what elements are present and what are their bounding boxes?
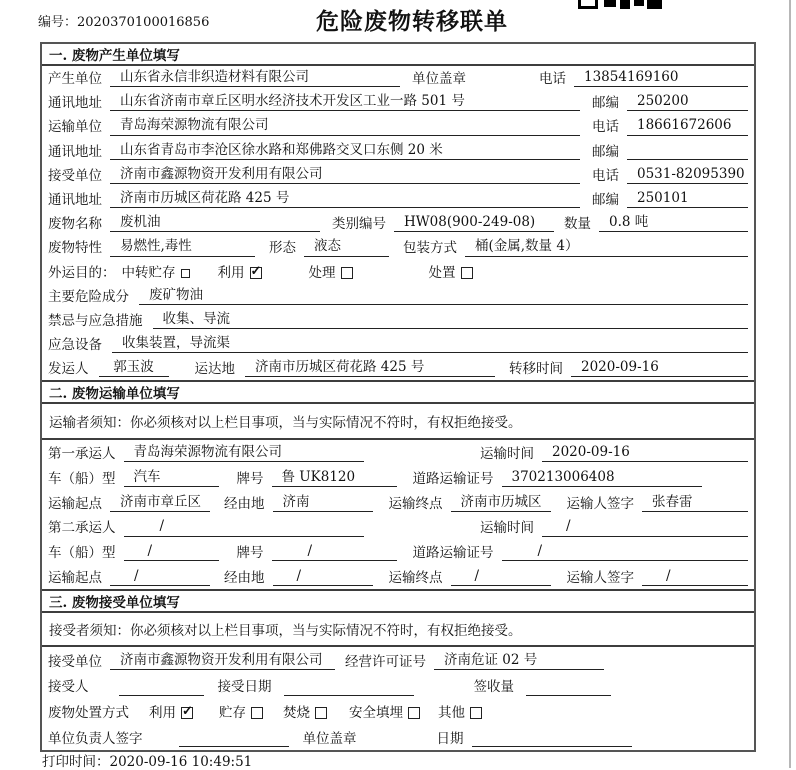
acceptor-label: 接受人 (48, 679, 89, 696)
transport-phone-label: 电话 (592, 119, 619, 136)
second-carrier-label: 第二承运人 (48, 520, 116, 537)
waste-qty-label: 数量 (564, 216, 591, 233)
responsible-sign-label: 单位负责人签字 (48, 730, 143, 747)
checkbox-use (250, 267, 262, 279)
transport-zip-value (627, 158, 748, 160)
row-producer-address (42, 90, 754, 114)
print-time-label: 打印时间： (42, 754, 110, 770)
route1-sign-value: 张春雷 (642, 494, 748, 512)
sign-date-value (472, 745, 632, 747)
row-waste-traits (42, 235, 754, 259)
route2-end-value: / (451, 568, 551, 586)
sign-date-label: 日期 (436, 730, 464, 747)
purpose-option-treat: 处理 (309, 265, 353, 281)
row-waste-name (42, 211, 754, 235)
route1-start-label: 运输起点 (48, 495, 102, 512)
producer-seal-label: 单位盖章 (412, 71, 466, 87)
receive-phone-label: 电话 (592, 167, 619, 184)
producer-address-value: 山东省济南市章丘区明水经济技术开发区工业一路 501 号 (110, 93, 580, 111)
row-acceptance (42, 673, 754, 699)
transfer-purpose-label: 外运目的： (48, 264, 116, 281)
vehicle2-value: / (124, 543, 219, 561)
hazard-value: 废矿物油 (139, 287, 748, 305)
emergency-equipment-value: 收集装置，导流渠 (112, 335, 748, 353)
waste-name-label: 废物名称 (48, 216, 102, 233)
producer-zip-label: 邮编 (592, 95, 619, 112)
row-emergency-equipment (42, 332, 754, 356)
vehicle2-plate-label: 牌号 (236, 545, 264, 562)
row-producer-unit (42, 66, 754, 90)
second-carrier-time-label: 运输时间 (480, 520, 534, 537)
vehicle1-plate-label: 牌号 (236, 470, 264, 487)
vehicle1-license-value: 370213006408 (502, 469, 702, 487)
producer-unit-value: 山东省永信非织造材料有限公司 (110, 69, 400, 87)
waste-qty-value: 0.8 吨 (599, 214, 748, 232)
row-vehicle-2 (42, 540, 754, 565)
section2-notice: 运输者须知：你必须核对以上栏目事项，当与实际情况不符时，有权拒绝接受。 (42, 404, 754, 440)
shipper-value: 郭玉波 (99, 359, 169, 377)
section2-heading: 二. 废物运输单位填写 (42, 380, 754, 404)
transport-zip-label: 邮编 (592, 143, 619, 160)
disposal-option-store: 贮存 (219, 705, 263, 721)
checkbox-treat (341, 267, 353, 279)
operating-license-label: 经营许可证号 (345, 653, 426, 670)
document-number-value: 2020370100016856 (77, 15, 210, 30)
row-transport-unit (42, 114, 754, 138)
waste-name-value: 废机油 (110, 214, 320, 232)
receive-address-value: 济南市历城区荷花路 425 号 (110, 190, 580, 208)
route2-start-label: 运输起点 (48, 570, 102, 587)
purpose-option-storage: 中转贮存 (122, 265, 190, 281)
vehicle1-license-label: 道路运输证号 (412, 470, 494, 487)
checkbox-disposal-store (251, 707, 263, 719)
row-disposal-method (42, 699, 754, 725)
row-receive-unit (42, 163, 754, 187)
shipper-dest-value: 济南市历城区荷花路 425 号 (245, 359, 495, 377)
transport-unit-value: 青岛海荣源物流有限公司 (110, 117, 580, 135)
row-route-1 (42, 490, 754, 515)
section3-notice: 接受者须知：你必须核对以上栏目事项，当与实际情况不符时，有权拒绝接受。 (42, 613, 754, 647)
waste-pack-label: 包装方式 (403, 240, 457, 257)
waste-form-value: 液态 (304, 238, 389, 256)
producer-zip-value: 250200 (627, 93, 748, 111)
vehicle2-label: 车（船）型 (48, 545, 116, 562)
transport-address-value: 山东省青岛市李沧区徐水路和郑佛路交叉口东侧 20 米 (110, 142, 580, 160)
first-carrier-time-value: 2020-09-16 (542, 444, 748, 462)
producer-unit-label: 产生单位 (48, 71, 102, 87)
checkbox-disposal-burn (315, 707, 327, 719)
row-vehicle-1 (42, 465, 754, 490)
row-first-carrier (42, 440, 754, 465)
waste-traits-value: 易燃性,毒性 (110, 238, 255, 256)
route1-sign-label: 运输人签字 (566, 495, 634, 512)
vehicle2-license-value: / (502, 543, 749, 561)
checkbox-storage (181, 269, 190, 278)
row-second-carrier (42, 515, 754, 540)
route1-via-value: 济南 (273, 494, 373, 512)
route1-start-value: 济南市章丘区 (110, 494, 210, 512)
purpose-option-use: 利用 ✓ (218, 265, 262, 281)
page-title: 危险废物转移联单 (316, 8, 508, 35)
emergency-measures-value: 收集、导流 (153, 311, 749, 329)
receive-zip-value: 250101 (627, 190, 748, 208)
document-number (38, 11, 209, 30)
receive-unit-label: 接受单位 (48, 167, 102, 184)
transfer-manifest-form (40, 42, 756, 752)
section-transporter (42, 380, 754, 589)
transport-unit-label: 运输单位 (48, 119, 102, 136)
received-qty-label: 签收量 (473, 679, 514, 696)
row-responsible-signature (42, 724, 754, 750)
checkbox-dispose (461, 267, 473, 279)
shipper-label: 发运人 (48, 361, 89, 378)
row-receive-address (42, 187, 754, 211)
row-receiving-unit (42, 647, 754, 673)
purpose-option-dispose: 处置 (429, 265, 473, 281)
emergency-measures-label: 禁忌与应急措施 (48, 312, 143, 329)
route1-end-label: 运输终点 (388, 495, 443, 512)
producer-phone-value: 13854169160 (574, 69, 748, 87)
transport-address-label: 通讯地址 (48, 143, 102, 160)
section-producer (42, 44, 754, 380)
operating-license-value: 济南危证 02 号 (434, 652, 604, 670)
first-carrier-value: 青岛海荣源物流有限公司 (124, 444, 364, 462)
vehicle1-value: 汽车 (124, 469, 219, 487)
emergency-equipment-label: 应急设备 (48, 337, 102, 354)
row-transport-address (42, 139, 754, 163)
row-hazard-component (42, 284, 754, 308)
accept-date-label: 接受日期 (217, 679, 272, 696)
receiving-unit-label: 接受单位 (48, 653, 102, 670)
shipper-time-label: 转移时间 (509, 361, 563, 378)
hazard-label: 主要危险成分 (48, 288, 129, 305)
route2-sign-value: / (642, 568, 748, 586)
first-carrier-label: 第一承运人 (48, 446, 116, 463)
waste-form-label: 形态 (269, 240, 296, 257)
route1-end-value: 济南市历城区 (451, 494, 551, 512)
row-route-2 (42, 564, 754, 589)
disposal-option-use: 利用 ✓ (149, 705, 193, 721)
section3-heading: 三. 废物接受单位填写 (42, 589, 754, 613)
second-carrier-time-value: / (542, 518, 748, 536)
checkbox-disposal-landfill (408, 707, 420, 719)
waste-pack-value: 桶(金属,数量 4） (465, 238, 748, 256)
waste-code-value: HW08(900-249-08) (394, 214, 554, 232)
first-carrier-time-label: 运输时间 (480, 446, 534, 463)
route2-via-label: 经由地 (224, 570, 265, 587)
disposal-method-label: 废物处置方式 (48, 705, 129, 722)
receive-phone-value: 0531-82095390 (627, 166, 748, 184)
unit-seal-label: 单位盖章 (302, 730, 357, 747)
section1-heading: 一. 废物产生单位填写 (42, 44, 754, 66)
waste-code-label: 类别编号 (332, 216, 386, 233)
disposal-option-burn: 焚烧 (283, 705, 327, 721)
vehicle1-plate-value: 鲁 UK8120 (272, 469, 397, 487)
row-shipper (42, 356, 754, 380)
acceptor-value (119, 694, 204, 696)
disposal-option-other: 其他 (438, 705, 482, 721)
receive-address-label: 通讯地址 (48, 191, 102, 208)
vehicle2-plate-value: / (272, 543, 397, 561)
disposal-option-landfill: 安全填埋 (349, 705, 420, 721)
receive-unit-value: 济南市鑫源物资开发利用有限公司 (110, 166, 580, 184)
checkbox-disposal-use (181, 707, 193, 719)
shipper-dest-label: 运达地 (194, 361, 235, 378)
row-transfer-purpose (42, 260, 754, 284)
qr-code-icon (578, 0, 662, 9)
route2-end-label: 运输终点 (388, 570, 443, 587)
received-qty-value (526, 694, 611, 696)
vehicle2-license-label: 道路运输证号 (412, 545, 494, 562)
route2-via-value: / (273, 568, 373, 586)
section-receiver (42, 589, 754, 750)
shipper-time-value: 2020-09-16 (571, 359, 748, 377)
page-edge-line (789, 0, 791, 768)
transport-phone-value: 18661672606 (627, 117, 748, 135)
receive-zip-label: 邮编 (592, 191, 619, 208)
print-time (42, 750, 252, 770)
row-emergency-measures (42, 308, 754, 332)
second-carrier-value: / (124, 518, 364, 536)
route1-via-label: 经由地 (224, 495, 265, 512)
waste-traits-label: 废物特性 (48, 240, 102, 257)
print-time-value: 2020-09-16 10:49:51 (109, 754, 253, 770)
route2-sign-label: 运输人签字 (566, 570, 634, 587)
responsible-sign-value (179, 745, 289, 747)
checkbox-disposal-other (470, 707, 482, 719)
route2-start-value: / (110, 568, 210, 586)
document-number-label: 编号： (38, 15, 78, 30)
producer-phone-label: 电话 (539, 71, 566, 87)
vehicle1-label: 车（船）型 (48, 470, 116, 487)
accept-date-value (284, 694, 414, 696)
producer-address-label: 通讯地址 (48, 95, 102, 112)
receiving-unit-value: 济南市鑫源物资开发利用有限公司 (110, 652, 335, 670)
